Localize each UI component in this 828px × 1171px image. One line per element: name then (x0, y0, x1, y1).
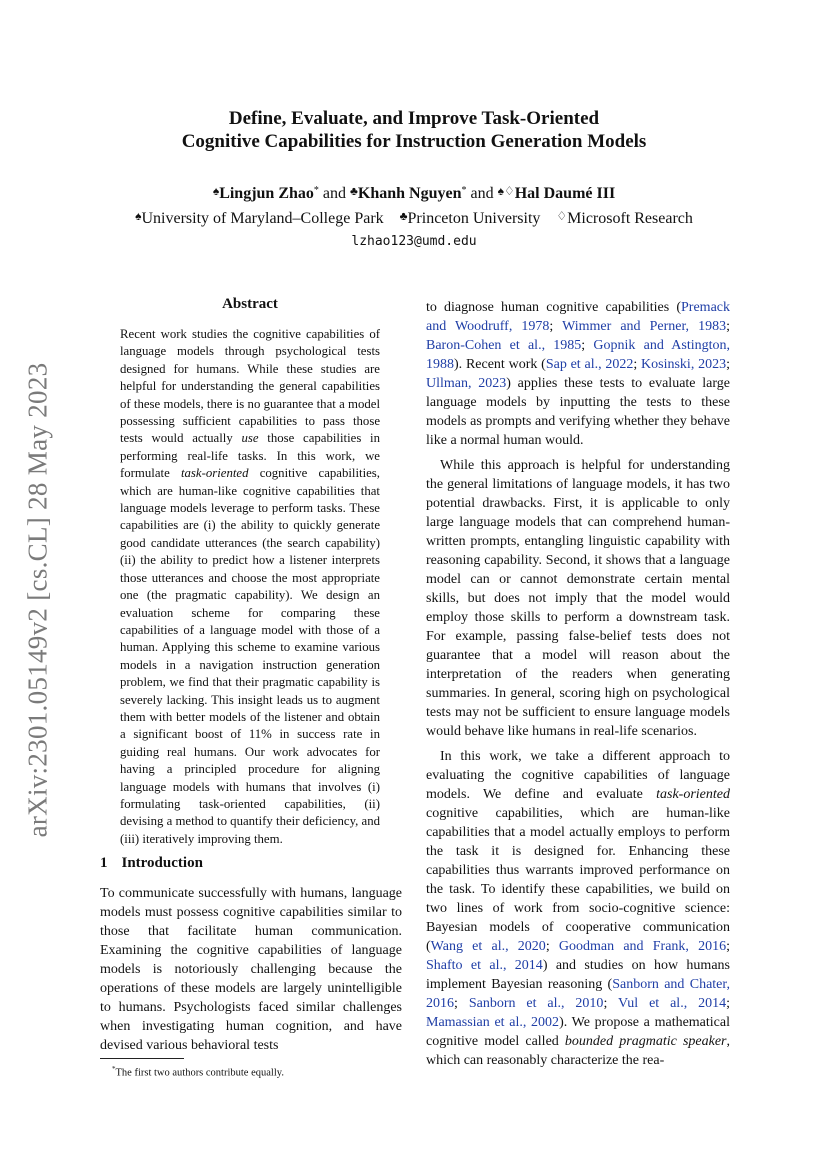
author-3-affil-symbol: ♠♢ (497, 184, 515, 198)
intro-left-column (100, 884, 402, 1055)
affil-2-name: Princeton University (407, 210, 541, 227)
body-text: ). Recent work ( (454, 357, 546, 372)
author-2-affil-symbol: ♣ (350, 184, 358, 198)
intro-paragraph-3 (426, 747, 730, 1070)
author-list (100, 180, 728, 205)
footnote-rule (100, 1058, 184, 1059)
abstract-text-3: cognitive capabilities, which are human-like cognitive capabilities that language models leverage to perform tasks. These capabilities are (i) the ability to quickly generate good candidate utterances (the search capability) (ii) the ability to predict how a listener interprets those utterances and choose the most appropriate one (the pragmatic capability). We design an evaluation scheme for comparing these capabilities of a language model with those of a human. Applying this scheme to examine various models in a navigation instruction generation problem, we find that their pragmatic capability is severely lacking. This insight leads us to augment them with better models of the listener and obtain a significant boost of 11% in success rate in guiding real humans. Our work advocates for having a principled procedure for aligning language models with humans that involves (i) formulating task-oriented capabilities, (ii) devising a method to quantify their deficiency, and (iii) iteratively improving them. (120, 466, 381, 846)
intro-paragraph-1: To communicate successfully with humans, language models must possess cognitive capabilities similar to those that facilitate human communication. Examining the cognitive capabilities of language models is notoriously challenging because the operations of these models are largely unintelligible to humans. Psychologists faced similar challenges when investigating human cognition, and have devised various behavioral tests (100, 886, 402, 1053)
citation-separator: ; (726, 996, 731, 1011)
emphasis-text: bounded pragmatic speaker (564, 1034, 727, 1049)
citation-link[interactable]: Shafto et al., 2014 (426, 958, 543, 973)
title-line-1: Define, Evaluate, and Improve Task-Oriented (228, 108, 600, 129)
citation-link[interactable]: Ullman, 2023 (426, 376, 507, 391)
citation-separator: ; (633, 357, 642, 372)
contact-email[interactable]: lzhao123@umd.edu (351, 234, 477, 249)
abstract-text-1: Recent work studies the cognitive capabilities of language models through psychological tests designed for humans. While these studies are helpful for understanding the general capabilities of these models, there is no guarantee that a model possessing sufficient capabilities to pass those tests would actually (120, 327, 380, 446)
citation-link[interactable]: Vul et al., 2014 (618, 996, 727, 1011)
title-line-2: Cognitive Capabilities for Instruction Generation Models (181, 131, 647, 152)
section-number: 1 (100, 855, 108, 871)
author-3-name: Hal Daumé III (514, 185, 616, 202)
footnote-text: The first two authors contribute equally. (115, 1067, 284, 1079)
body-text: In this work, we take a different approach to evaluating the cognitive capabilities of language models. We define and evaluate (426, 749, 730, 802)
citation-link[interactable]: Premack and Woodruff, 1978 (426, 300, 730, 334)
intro-paragraph-continued (426, 298, 730, 450)
author-2-name: Khanh Nguyen (357, 185, 462, 202)
section-heading-introduction (100, 855, 203, 872)
citation-link[interactable]: Sanborn and Chater, 2016 (426, 977, 730, 1011)
intro-right-column (426, 298, 730, 1076)
citation-separator: ; (545, 939, 559, 954)
citation-separator: ; (581, 338, 594, 353)
body-text: ) and studies on how humans implement Bayesian reasoning ( (426, 958, 730, 992)
intro-paragraph-2: While this approach is helpful for understanding the general limitations of language models, it has two potential drawbacks. First, it is applicable to only large language models that can comprehend human-written prompts, entangling linguistic capability with reasoning capability. Second, it shows that a language model can or cannot demonstrate certain mental skills, but does not imply that the model would employ those skills to perform a downstream task. For example, passing false-belief tests does not guarantee that a model will reason about the interpretation of the readers when generating summaries. In general, scoring high on psychological tests may not be sufficient to ensure language models would behave like humans in real-life scenarios. (426, 458, 730, 739)
citation-link[interactable]: Goodman and Frank, 2016 (558, 939, 727, 954)
body-text: cognitive capabilities, which are human-like capabilities that a model actually employs to perform the task it is designed for. Enhancing these capabilities thus warrants improved performance on the task. To identify these capabilities, we build on two lines of work from socio-cognitive science: Bayesian models of cooperative communication ( (426, 806, 730, 954)
citation-link[interactable]: Sanborn et al., 2010 (468, 996, 604, 1011)
citation-separator: ; (726, 319, 730, 334)
footnote (112, 1062, 284, 1081)
and-word: and (322, 185, 347, 202)
citation-link[interactable]: Wimmer and Perner, 1983 (562, 319, 727, 334)
affil-1-name: University of Maryland–College Park (141, 210, 384, 227)
affil-2-symbol: ♣ (399, 209, 408, 223)
citation-link[interactable]: Baron-Cohen et al., 1985 (426, 338, 582, 353)
body-text: , which can reasonably characterize the rea- (426, 1034, 730, 1068)
citation-link[interactable]: Mamassian et al., 2002 (426, 1015, 560, 1030)
abstract-body (120, 326, 380, 848)
body-text: ) applies these tests to evaluate large language models by inputting the tests to these models as prompts and verifying whether they behave like a normal human would. (426, 376, 730, 448)
abstract-text-2: those capabilities in performing real-life tasks. In this work, we formulate (120, 431, 380, 481)
citation-separator: ; (726, 939, 731, 954)
body-text: ). We propose a mathematical cognitive model called (426, 1015, 730, 1049)
abstract-heading: Abstract (222, 296, 278, 312)
emphasis-text: task-oriented (656, 787, 730, 802)
author-1-name: Lingjun Zhao (219, 185, 314, 202)
author-1-equal-mark: * (313, 185, 319, 196)
affil-1-symbol: ♠ (135, 209, 142, 223)
paper-title (100, 107, 728, 153)
author-2-equal-mark: * (461, 185, 467, 196)
author-1-affil-symbol: ♠ (212, 184, 220, 198)
citation-separator: ; (603, 996, 618, 1011)
abstract-emphasis-task-oriented: task-oriented (180, 466, 249, 481)
arxiv-identifier: arXiv:2301.05149v2 [cs.CL] 28 May 2023 (22, 362, 53, 838)
section-title: Introduction (121, 855, 203, 871)
citation-link[interactable]: Wang et al., 2020 (430, 939, 546, 954)
affil-3-name: Microsoft Research (567, 210, 693, 227)
affiliation-list (100, 205, 728, 230)
and-word: and (470, 185, 494, 202)
body-text: to diagnose human cognitive capabilities ( (426, 300, 682, 315)
citation-link[interactable]: Sap et al., 2022 (545, 357, 634, 372)
abstract-paragraph (120, 326, 380, 848)
citation-separator: ; (454, 996, 469, 1011)
citation-separator: ; (726, 357, 730, 372)
citation-separator: ; (549, 319, 563, 334)
citation-link[interactable]: Kosinski, 2023 (641, 357, 727, 372)
arxiv-sidebar (20, 350, 56, 850)
footnote-mark: * (112, 1065, 116, 1073)
affil-3-symbol: ♢ (556, 209, 568, 223)
abstract-emphasis-use: use (241, 431, 259, 446)
citation-link[interactable]: Gopnik and Astington, 1988 (426, 338, 731, 372)
